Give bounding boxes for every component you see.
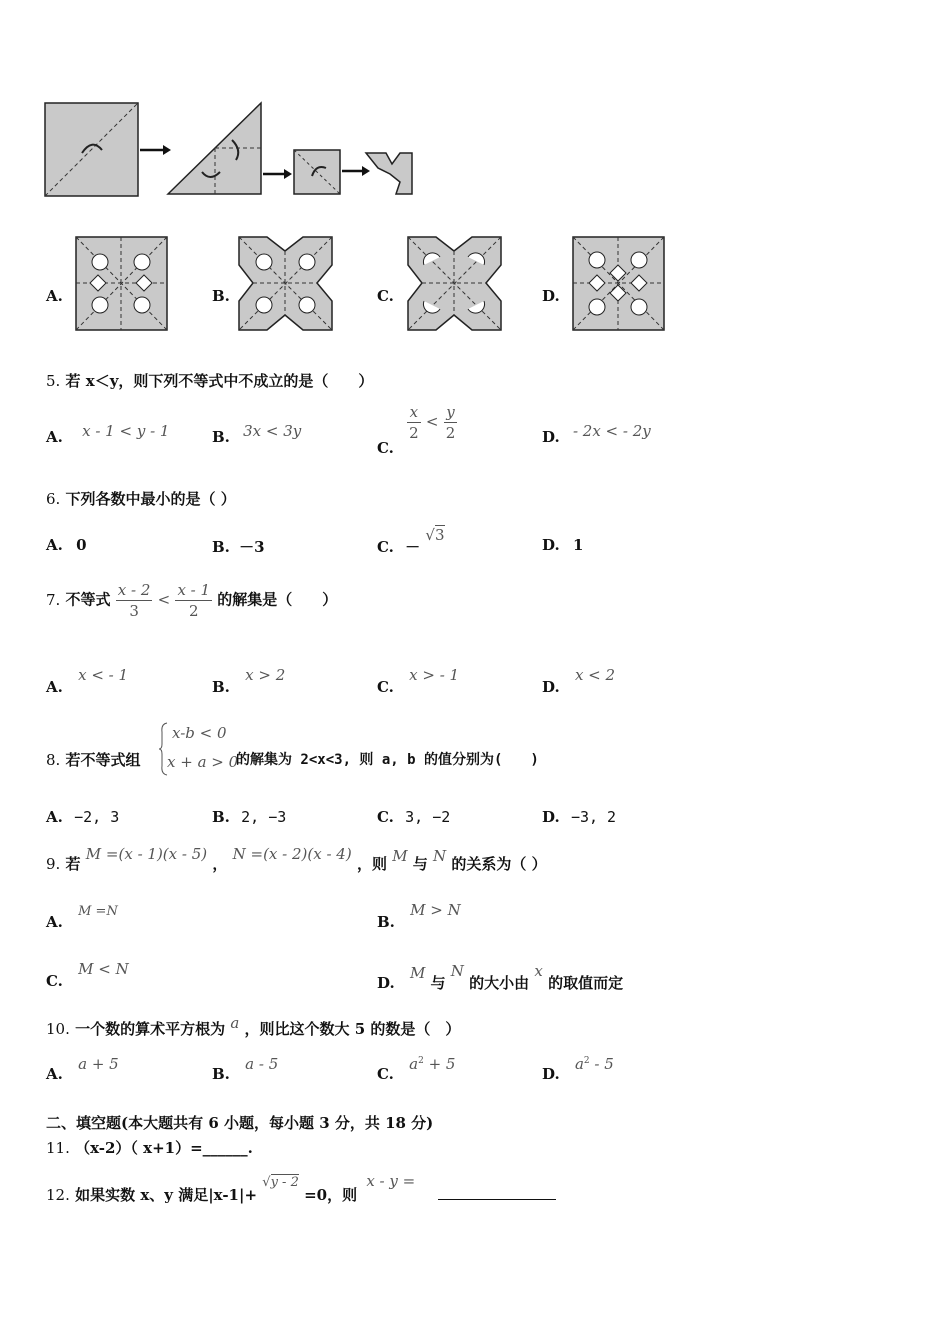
question-8-suffix: 的解集为 2<x<3, 则 a, b 的值分别为( ) bbox=[236, 752, 539, 768]
fold-choice-d-label: D. bbox=[542, 287, 560, 305]
q6-option-c-sign: － bbox=[405, 538, 421, 556]
q10-a-symbol: a bbox=[230, 1014, 240, 1032]
q9-option-d-letter: D. bbox=[377, 974, 395, 992]
fraction-denominator: 2 bbox=[409, 424, 419, 442]
question-12-prefix: 如果实数 x、y 满足|x-1|+ bbox=[75, 1186, 258, 1204]
section-2-heading: 二、填空题(本大题共有 6 小题，每小题 3 分，共 18 分) bbox=[46, 1114, 434, 1132]
q12-expression: x - y = bbox=[366, 1172, 416, 1190]
q6-option-d-value: 1 bbox=[572, 536, 584, 554]
q8-option-c-letter: C. bbox=[377, 808, 394, 826]
radicand: y - 2 bbox=[270, 1175, 299, 1190]
q5-option-c[interactable] bbox=[377, 402, 457, 457]
q12-radical: √y - 2 bbox=[262, 1175, 299, 1190]
q10-option-c-expr bbox=[409, 1055, 455, 1073]
q9-m-expression: M =(x - 1)(x - 5) bbox=[85, 845, 208, 863]
folding-process-figure bbox=[40, 98, 420, 202]
q6-option-b-value: －3 bbox=[239, 538, 265, 556]
question-9-suffix: 的关系为（ ） bbox=[451, 855, 547, 873]
q7-option-a[interactable] bbox=[46, 666, 129, 696]
q9-option-d-mid: 的大小由 bbox=[469, 974, 530, 992]
q10-option-a[interactable] bbox=[46, 1055, 119, 1083]
fold-choice-a-label: A. bbox=[46, 287, 63, 305]
q7-option-b-letter: B. bbox=[212, 678, 230, 696]
power-base: a bbox=[574, 1055, 584, 1073]
q8-system-line-1: x-b < 0 bbox=[172, 724, 227, 742]
q10-option-a-letter: A. bbox=[46, 1065, 63, 1083]
q7-option-c[interactable] bbox=[377, 666, 460, 696]
q6-option-a[interactable] bbox=[46, 536, 87, 554]
q9-m-symbol: M bbox=[392, 847, 408, 865]
q9-option-b[interactable] bbox=[377, 901, 461, 931]
q8-option-d-value: −3, 2 bbox=[570, 808, 617, 826]
fraction-numerator: x bbox=[407, 402, 421, 423]
q9-option-c-expr: M < N bbox=[78, 960, 129, 978]
fold-choice-c-label: C. bbox=[377, 287, 394, 305]
question-12-mid: =0，则 bbox=[304, 1186, 358, 1204]
q10-option-d-expr bbox=[575, 1055, 614, 1073]
q7-option-a-letter: A. bbox=[46, 678, 63, 696]
q8-option-a[interactable] bbox=[46, 808, 119, 826]
question-7-number: 7. bbox=[46, 590, 61, 609]
q6-option-c-radical: √3 bbox=[425, 526, 445, 544]
q10-option-a-expr: a + 5 bbox=[78, 1055, 119, 1073]
q8-option-b-letter: B. bbox=[212, 808, 230, 826]
q7-option-d-expr: x < 2 bbox=[574, 666, 616, 684]
q9-option-b-letter: B. bbox=[377, 913, 395, 931]
q5-option-b-letter: B. bbox=[212, 428, 230, 446]
q10-option-c[interactable] bbox=[377, 1055, 456, 1083]
q7-option-d[interactable] bbox=[542, 666, 616, 696]
q8-option-b[interactable] bbox=[212, 808, 286, 826]
question-10-stem bbox=[46, 1014, 461, 1039]
fraction-numerator: x - 2 bbox=[117, 581, 151, 599]
q6-option-d[interactable] bbox=[542, 536, 583, 554]
q8-option-b-value: 2, −3 bbox=[241, 808, 287, 826]
q6-option-a-letter: A. bbox=[46, 536, 63, 554]
q7-option-a-expr: x < - 1 bbox=[78, 666, 129, 684]
question-6-text: 下列各数中最小的是（ ） bbox=[65, 490, 236, 508]
q6-option-c[interactable] bbox=[377, 526, 445, 557]
q6-option-d-letter: D. bbox=[542, 536, 560, 554]
question-10-suffix: ，则比这个数大 5 的数是（ ） bbox=[244, 1020, 461, 1038]
q8-system-line-2: x + a > 0 bbox=[167, 753, 239, 771]
q10-option-b[interactable] bbox=[212, 1055, 279, 1083]
q9-n-expression: N =(x - 2)(x - 4) bbox=[232, 845, 352, 863]
q5-option-d[interactable] bbox=[542, 422, 651, 446]
less-than-sign: < bbox=[157, 590, 171, 609]
q9-option-d-n: N bbox=[450, 962, 464, 980]
q8-option-a-letter: A. bbox=[46, 808, 63, 826]
power-exponent: 2 bbox=[418, 1056, 424, 1066]
question-7-prefix: 不等式 bbox=[65, 590, 111, 609]
q5-option-d-letter: D. bbox=[542, 428, 560, 446]
q5-option-b[interactable] bbox=[212, 422, 302, 446]
q9-stem-mid: ，则 bbox=[356, 855, 387, 873]
q5-option-a[interactable] bbox=[46, 422, 170, 446]
q7-right-fraction bbox=[175, 580, 212, 621]
q7-option-d-letter: D. bbox=[542, 678, 560, 696]
question-11-text[interactable]: （x-2）（ x+1）=______. bbox=[75, 1139, 253, 1157]
power-base: a bbox=[409, 1055, 419, 1073]
q9-option-a-expr: M =N bbox=[78, 904, 118, 919]
q5-option-a-expr: x - 1 < y - 1 bbox=[82, 422, 170, 440]
fraction-denominator: 3 bbox=[129, 602, 139, 620]
q5-option-c-right-fraction bbox=[444, 402, 458, 443]
fraction-denominator: 2 bbox=[445, 424, 456, 442]
question-10-prefix: 一个数的算术平方根为 bbox=[75, 1020, 226, 1038]
fraction-numerator: x - 1 bbox=[177, 581, 211, 599]
question-11-number: 11. bbox=[46, 1139, 70, 1157]
q5-option-b-expr: 3x < 3y bbox=[243, 422, 302, 440]
question-11 bbox=[46, 1137, 253, 1158]
question-5-number: 5. bbox=[46, 372, 61, 390]
question-9-number: 9. bbox=[46, 855, 61, 873]
q5-option-c-letter: C. bbox=[377, 438, 394, 457]
question-12 bbox=[46, 1172, 556, 1205]
q9-option-a[interactable] bbox=[46, 904, 118, 931]
q6-option-a-value: 0 bbox=[76, 536, 87, 554]
q9-and: 与 bbox=[412, 855, 428, 873]
q7-option-b[interactable] bbox=[212, 666, 286, 696]
q9-option-d-and: 与 bbox=[430, 974, 446, 992]
q7-left-fraction bbox=[116, 580, 153, 621]
question-6-stem bbox=[46, 488, 236, 509]
fold-choice-b-label: B. bbox=[212, 287, 230, 305]
question-6-number: 6. bbox=[46, 490, 61, 508]
q9-option-d-x: x bbox=[534, 962, 543, 980]
fold-choice-c-figure[interactable] bbox=[406, 235, 503, 332]
radicand: 3 bbox=[434, 526, 445, 544]
fraction-denominator: 2 bbox=[188, 602, 199, 620]
q8-option-d-letter: D. bbox=[542, 808, 560, 826]
q8-option-c[interactable] bbox=[377, 808, 450, 826]
q6-option-b[interactable] bbox=[212, 536, 265, 557]
q10-option-d-letter: D. bbox=[542, 1065, 560, 1083]
question-9-prefix: 若 bbox=[65, 855, 81, 873]
question-8-stem bbox=[46, 749, 141, 770]
q6-option-b-letter: B. bbox=[212, 538, 230, 556]
q7-option-c-letter: C. bbox=[377, 678, 394, 696]
q9-option-a-letter: A. bbox=[46, 913, 63, 931]
question-8-prefix: 若不等式组 bbox=[65, 751, 141, 769]
q8-option-a-value: −2, 3 bbox=[74, 808, 120, 826]
q8-option-d[interactable] bbox=[542, 808, 616, 826]
q9-comma: ， bbox=[212, 855, 228, 873]
q10-option-b-expr: a - 5 bbox=[245, 1055, 279, 1073]
question-12-number: 12. bbox=[46, 1186, 70, 1204]
question-7-stem bbox=[46, 580, 337, 621]
q5-option-d-expr: - 2x < - 2y bbox=[572, 422, 651, 440]
q9-option-c[interactable] bbox=[46, 960, 129, 990]
fold-choice-b-figure[interactable] bbox=[237, 235, 334, 332]
less-than-sign: < bbox=[425, 412, 439, 431]
q9-option-d-end: 的取值而定 bbox=[548, 974, 624, 992]
question-5-text: 若 x＜y，则下列不等式中不成立的是（ ） bbox=[65, 372, 374, 390]
q10-option-d[interactable] bbox=[542, 1055, 614, 1083]
q12-answer-blank[interactable] bbox=[438, 1185, 556, 1200]
q8-option-c-value: 3, −2 bbox=[405, 808, 451, 826]
q5-option-a-letter: A. bbox=[46, 428, 63, 446]
q5-option-c-left-fraction bbox=[407, 402, 421, 443]
q10-option-b-letter: B. bbox=[212, 1065, 230, 1083]
fraction-numerator: y bbox=[444, 402, 458, 423]
q9-option-d-m: M bbox=[409, 964, 426, 982]
q9-option-d[interactable] bbox=[377, 962, 624, 993]
fold-choice-a-figure[interactable] bbox=[74, 235, 169, 332]
question-9-stem bbox=[46, 845, 547, 874]
power-exponent: 2 bbox=[583, 1056, 590, 1066]
q9-n-symbol: N bbox=[433, 847, 447, 865]
question-10-number: 10. bbox=[46, 1020, 70, 1038]
fold-choice-d-figure[interactable] bbox=[571, 235, 666, 332]
q9-option-c-letter: C. bbox=[46, 972, 63, 990]
question-8-number: 8. bbox=[46, 751, 61, 769]
q9-option-b-expr: M > N bbox=[410, 901, 461, 919]
question-7-suffix: 的解集是（ ） bbox=[217, 590, 338, 609]
expr-rest: + 5 bbox=[423, 1055, 456, 1073]
q7-option-c-expr: x > - 1 bbox=[409, 666, 460, 684]
expr-rest: - 5 bbox=[589, 1055, 614, 1073]
q10-option-c-letter: C. bbox=[377, 1065, 394, 1083]
question-5-stem bbox=[46, 370, 373, 391]
q6-option-c-letter: C. bbox=[377, 538, 394, 556]
q7-option-b-expr: x > 2 bbox=[245, 666, 286, 684]
